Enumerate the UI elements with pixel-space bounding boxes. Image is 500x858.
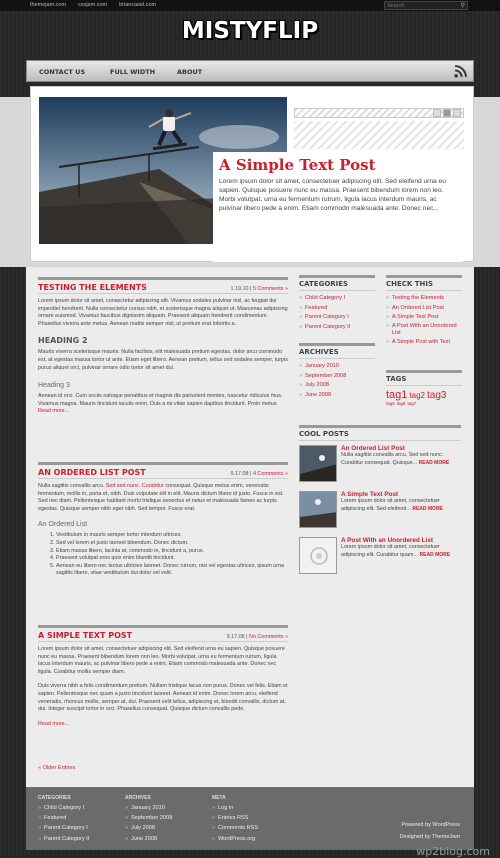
cool-post-item xyxy=(299,491,461,533)
archive-item[interactable]: » July 2008 xyxy=(299,381,375,391)
sidebar-tags xyxy=(386,370,462,407)
post-simple-text xyxy=(38,625,288,728)
older-entries-link[interactable]: « Older Entries xyxy=(38,765,76,771)
footer-link[interactable]: » Featured xyxy=(38,813,89,823)
footer-link[interactable]: » Parent Category I xyxy=(38,823,89,833)
footer-list xyxy=(125,803,172,844)
cool-post-text xyxy=(341,445,461,467)
post-paragraph: Lorem ipsum dolor sit amet, consectetur adipiscing elit. Vivamus sodales pulvinar nisl, ac feugiat dui imperdiet hendrerit. Nulla consectetur cursus nibh, et scelerisque magna aliquet ut. Maecenas adipiscing ornare euismod. Vivamus faucibus dignissim aliquam. Praesent aliquam hendrerit condimentum. Phasellus viverra ante metus. Aenean mattis semper nisl, ut pretium erat lobortis a. xyxy=(38,298,288,327)
widget-title: COOL POSTS xyxy=(299,425,461,441)
post-date: 1.19.10 xyxy=(230,286,249,292)
archive-item[interactable]: » June 2008 xyxy=(299,391,375,401)
post-date: 9.17.08 xyxy=(226,634,245,640)
cool-post-excerpt: Lorem ipsum dolor sit amet, consectetuer adipiscing elit. Curabitur quam... xyxy=(341,544,440,558)
category-item[interactable]: » Child Category I xyxy=(299,294,375,304)
post-paragraph: Duis viverra nibh a felis condimentum pretium. Nullam tristique lacus non purus. Donec vel felis. Etiam et sapien. Pellentesque nec quam a justo tincidunt laoreet. Aenean id enim. Donec lorem arcu, eleifend venenatis, rhoncus mollis, semper at, dui. Praesent velit tellus, adipiscing et, blandit convallis, dictum at, dui. Integer suscipit tortor in orci. Phasellus consequat. Quisque dictum convallis pede. xyxy=(38,683,288,713)
slider-dot[interactable] xyxy=(433,109,441,117)
footer-heading: CATEGORIES xyxy=(38,795,71,801)
archive-list xyxy=(299,362,375,400)
divider xyxy=(38,462,288,465)
sidebar-check-this xyxy=(386,275,462,346)
check-item[interactable]: » A Simple Text Post xyxy=(386,313,462,323)
slider-dot[interactable] xyxy=(453,109,461,117)
footer-list xyxy=(212,803,258,844)
post-header xyxy=(38,468,288,479)
post-paragraph-text: Aenean id orci. Cum sociis natoque penatibus et magnis dis parturient montes, nascetur ridiculus mus. Vivamus magna. Mauris tincidunt iaculis enim. Duis a mi vitae sapien dapibus tincidunt. Proin metus. xyxy=(38,393,283,407)
post-paragraph xyxy=(38,393,288,416)
featured-title[interactable]: A Simple Text Post xyxy=(219,156,376,174)
main-nav xyxy=(26,60,474,82)
comments-link[interactable]: No Comments » xyxy=(249,634,288,640)
nav-about[interactable]: ABOUT xyxy=(177,68,203,76)
cool-post-excerpt: Nulla sagittis convallis arcu. Sed sed nunc. Curabitur consequat. Quisque... xyxy=(341,452,444,466)
category-item[interactable]: » Parent Category II xyxy=(299,323,375,333)
tag-cloud xyxy=(386,389,462,407)
comments-link[interactable]: 4 Comments » xyxy=(252,471,288,477)
post-paragraph: Lorem ipsum dolor sit amet, consectetuer adipiscing elit. Sed eleifend urna eu sapien. Quisque posuere nunc eu massa. Praesent bibendum lorem non leo. Morbi volutpat, urna eu fermentum rutrum, ligula lacus interdum mauris, ac pulvinar libero pede a enim. Etiam commodo malesuada ante. Donec nec ligula. Curabitur mollis semper diam. xyxy=(38,646,285,675)
post-paragraph: Mauris viverra scelerisque mauris. Nulla facilisis, elit malesuada pretium egestas, dolor arcu commodo est, at egestas massa tortor ut ante. Etiam eget libero. Aenean pretium, tellus sed sodales semper, turpis purus aliquet orci, pulvinar ornare odio tortor sit amet dui. xyxy=(38,349,288,371)
nav-contact-us[interactable]: CONTACT US xyxy=(39,68,86,76)
top-link-cssjam[interactable]: cssjam.com xyxy=(78,2,108,8)
widget-title: ARCHIVES xyxy=(299,343,375,359)
tag-link[interactable]: tag2 xyxy=(409,391,425,400)
cool-post-desc xyxy=(341,452,461,467)
read-more-link[interactable]: READ MORE xyxy=(412,505,443,512)
powered-by[interactable]: Powered by WordPress xyxy=(401,822,460,828)
sidebar-archives xyxy=(299,343,375,400)
footer-archives xyxy=(125,795,172,844)
read-more-link[interactable]: READ MORE xyxy=(419,551,451,558)
ordered-list xyxy=(56,532,288,578)
list-item: 3. Etiam massa libero, lacinia at, commodo in, tincidunt a, purus. xyxy=(56,548,288,556)
category-list xyxy=(299,294,375,332)
slider-dot-active[interactable] xyxy=(443,109,451,117)
post-testing-elements xyxy=(38,277,288,416)
archive-item[interactable]: » January 2010 xyxy=(299,362,375,372)
featured-caption xyxy=(213,152,463,262)
featured-slider xyxy=(30,86,474,262)
designed-by[interactable]: Designed by ThemeJam xyxy=(399,834,460,840)
check-item[interactable]: » A Simple Post with Text xyxy=(386,339,462,346)
site-logo[interactable]: MISTYFLIP xyxy=(181,18,319,44)
cool-post-title[interactable]: A Simple Text Post xyxy=(341,491,399,498)
cool-posts xyxy=(299,425,461,579)
slider-dots xyxy=(433,109,461,117)
comments-link[interactable]: 5 Comments » xyxy=(252,286,288,292)
search-box xyxy=(384,1,468,10)
site-footer xyxy=(26,787,474,850)
cool-post-title[interactable]: A Post With an Unordered List xyxy=(341,537,434,544)
cool-post-desc xyxy=(341,544,461,559)
widget-title: TAGS xyxy=(386,370,462,386)
cool-post-thumbnail[interactable] xyxy=(299,445,337,482)
cool-post-text xyxy=(341,491,461,513)
widget-title: CATEGORIES xyxy=(299,275,375,291)
list-item: 1. Vestibulum in mauris semper tortor interdum ultrices. xyxy=(56,532,288,540)
post-header xyxy=(38,631,288,642)
post-paragraph-text-b: consequat. Quisque metus enim, venenatis fermentum, mollis in, porta et, nibh. Duis vulputate elit in elit. Mauris dictum libero id justo. Fusce in est. Sed nec diam. Pellentesque habitant morbi tristique senectus et netus et malesuada fames ac turpis egestas. Quisque semper nibh eget nibh. Sed tempor. Fusce erat. xyxy=(38,483,284,512)
post-meta: 1.19.10 | 5 Comments » xyxy=(230,286,288,292)
check-item[interactable]: » Testing the Elements xyxy=(386,294,462,304)
footer-categories xyxy=(38,795,89,844)
cool-post-thumbnail[interactable] xyxy=(299,491,337,528)
footer-link[interactable]: » Entries RSS xyxy=(212,813,258,823)
read-more-link[interactable]: Read more... xyxy=(38,408,70,415)
heading-2: HEADING 2 xyxy=(38,336,88,346)
watermark: wp2blog.com xyxy=(416,845,490,858)
cool-post-item xyxy=(299,445,461,487)
post-title[interactable]: TESTING THE ELEMENTS xyxy=(38,283,147,292)
list-item: 4. Praesent volutpat eros quis enim blandit tincidunt. xyxy=(56,555,288,563)
footer-meta xyxy=(212,795,258,844)
divider xyxy=(38,277,288,280)
read-more-link[interactable]: READ MORE xyxy=(418,459,450,466)
footer-list xyxy=(38,803,89,844)
footer-credits xyxy=(399,819,460,843)
footer-link[interactable]: » Comments RSS xyxy=(212,823,258,833)
post-title[interactable]: A SIMPLE TEXT POST xyxy=(38,631,133,640)
tag-link[interactable]: tag7 xyxy=(407,401,417,406)
sidebar-categories xyxy=(299,275,375,332)
post-header xyxy=(38,283,288,294)
cool-post-item xyxy=(299,537,461,579)
tag-link[interactable]: tag3 xyxy=(427,390,447,401)
post-meta: 9.17.08 | 4 Comments » xyxy=(230,471,288,477)
rss-icon[interactable] xyxy=(454,65,467,78)
slider-pattern-2 xyxy=(294,121,464,149)
search-icon[interactable]: ⚲ xyxy=(460,3,465,9)
inline-link[interactable]: Sed sed nunc. Curabitur xyxy=(105,483,164,489)
top-links xyxy=(30,2,156,8)
post-ordered-list xyxy=(38,462,288,578)
tag-link[interactable]: tag1 xyxy=(386,389,408,401)
tag-link[interactable]: tag6 xyxy=(396,401,406,406)
cool-post-thumbnail[interactable] xyxy=(299,537,337,574)
cool-post-excerpt: Lorem ipsum dolor sit amet, consectetuer adipiscing elit. Sed eleifend... xyxy=(341,498,440,512)
list-item: 2. Sed vel lorem et justo laoreet bibendum. Donec dictum. xyxy=(56,540,288,548)
post-paragraph-text-a: Nulla sagittis convallis arcu. xyxy=(38,483,106,489)
read-more-wrap xyxy=(38,721,288,729)
category-item[interactable]: » Featured xyxy=(299,304,375,314)
ordered-list-heading: An Ordered List xyxy=(38,521,88,529)
nav-full-width[interactable]: FULL WIDTH xyxy=(110,68,156,76)
widget-title: CHECK THIS xyxy=(386,275,462,291)
top-bar xyxy=(0,0,500,11)
post-title[interactable]: AN ORDERED LIST POST xyxy=(38,468,146,477)
divider xyxy=(38,625,288,628)
search-input[interactable] xyxy=(385,2,455,9)
footer-link[interactable]: » Child Category I xyxy=(38,803,89,813)
footer-link[interactable]: » WordPress.org xyxy=(212,834,258,844)
footer-link[interactable]: » July 2008 xyxy=(125,823,172,833)
featured-text: Lorem ipsum dolor sit amet, consectetuer adipiscing elit. Sed eleifend urna eu sapien. Quisque posuere nunc eu massa. Praesent bibendum lorem non leo. Morbi volutpat, urna eu fermentum rutrum, ligula lacus interdum mauris, ac pulvinar libero pede a enim. Etiam commodo malesuada ante. Donec nec... xyxy=(219,178,446,212)
post-paragraph xyxy=(38,483,288,513)
check-item[interactable]: » An Ordered List Post xyxy=(386,304,462,314)
archive-item[interactable]: » September 2008 xyxy=(299,372,375,382)
footer-link[interactable]: » September 2008 xyxy=(125,813,172,823)
tag-link[interactable]: tag5 xyxy=(386,401,395,406)
read-more-link[interactable]: Read more... xyxy=(38,720,70,727)
top-link-briancasel[interactable]: briancasel.com xyxy=(119,2,157,8)
list-item: 5. Aenean eu libero nec lectus ultricies laoreet. Donec rutrum, nisi vel egestas ultrices, ipsum urna sagittis libero, vitae vestibulum dui dolor vel velit. xyxy=(56,563,288,578)
check-item[interactable]: » A Post With an Unordered List xyxy=(386,323,462,337)
footer-link[interactable]: » January 2010 xyxy=(125,803,172,813)
footer-link[interactable]: » June 2008 xyxy=(125,834,172,844)
post-meta: 9.17.08 | No Comments » xyxy=(226,634,288,640)
cool-post-text xyxy=(341,537,461,559)
footer-heading: META xyxy=(212,795,226,801)
footer-link[interactable]: » Parent Category II xyxy=(38,834,89,844)
footer-heading: ARCHIVES xyxy=(125,795,151,801)
content-area xyxy=(26,267,474,787)
cool-post-desc xyxy=(341,498,461,513)
post-date: 9.17.08 xyxy=(230,471,249,477)
check-list xyxy=(386,294,462,346)
category-item[interactable]: » Parent Category I xyxy=(299,313,375,323)
cool-post-title[interactable]: An Ordered List Post xyxy=(341,445,405,452)
heading-3: Heading 3 xyxy=(38,382,70,390)
footer-link[interactable]: » Log in xyxy=(212,803,258,813)
top-link-themejam[interactable]: themejam.com xyxy=(30,2,67,8)
